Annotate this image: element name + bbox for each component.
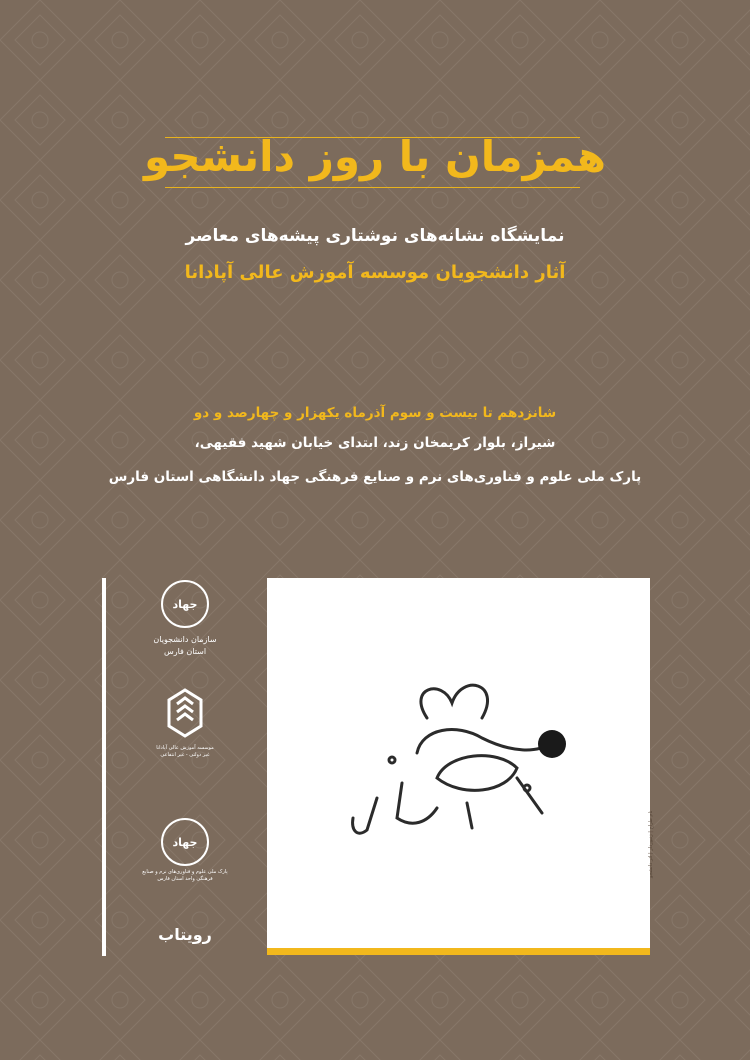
org2-caption: غیر دولتی - غیر انتفاعی [160, 752, 210, 758]
org1-seal-icon: جهاد [161, 580, 209, 628]
institution-subtitle: آثار دانشجویان موسسه آموزش عالی آپادانا [184, 262, 566, 283]
org4-name: رویتاب [158, 925, 212, 944]
org2-name: موسسه آموزش عالی آپادانا [156, 745, 214, 751]
org1-region: استان فارس [163, 647, 207, 656]
vertical-divider [102, 578, 106, 956]
event-address-line2: پارک ملی علوم و فناوری‌های نرم و صنایع فرهنگی جهاد دانشگاهی استان فارس [108, 469, 642, 485]
artwork-side-note: نام طراح | زنبوردار | اثر دانشجو [648, 810, 654, 878]
bee-logo-artwork [267, 578, 650, 948]
org3-caption: پارک ملی علوم و فناوری‌های نرم و صنایع فرهنگی واحد استان فارس [142, 869, 228, 882]
org4-logo [140, 925, 230, 944]
event-title: همزمان با روز دانشجو [144, 132, 606, 181]
exhibition-subtitle: نمایشگاه نشانه‌های نوشتاری پیشه‌های معاصر [185, 226, 565, 246]
event-address-line1: شیراز، بلوار کریمخان زند، ابتدای خیابان شهید فقیهی، [194, 435, 556, 451]
apadana-emblem-icon [167, 688, 203, 738]
artwork-card [267, 578, 650, 948]
org1-name: سازمان دانشجویان [153, 635, 217, 644]
artwork-accent-bar [267, 948, 650, 955]
title-bottom-rule [165, 187, 580, 188]
org1-logo [140, 580, 230, 658]
org3-seal-icon: جهاد [161, 818, 209, 866]
event-date: شانزدهم تا بیست و سوم آذرماه یکهزار و چهارصد و دو [193, 405, 557, 421]
org2-logo [140, 688, 230, 759]
org3-logo [140, 818, 230, 883]
